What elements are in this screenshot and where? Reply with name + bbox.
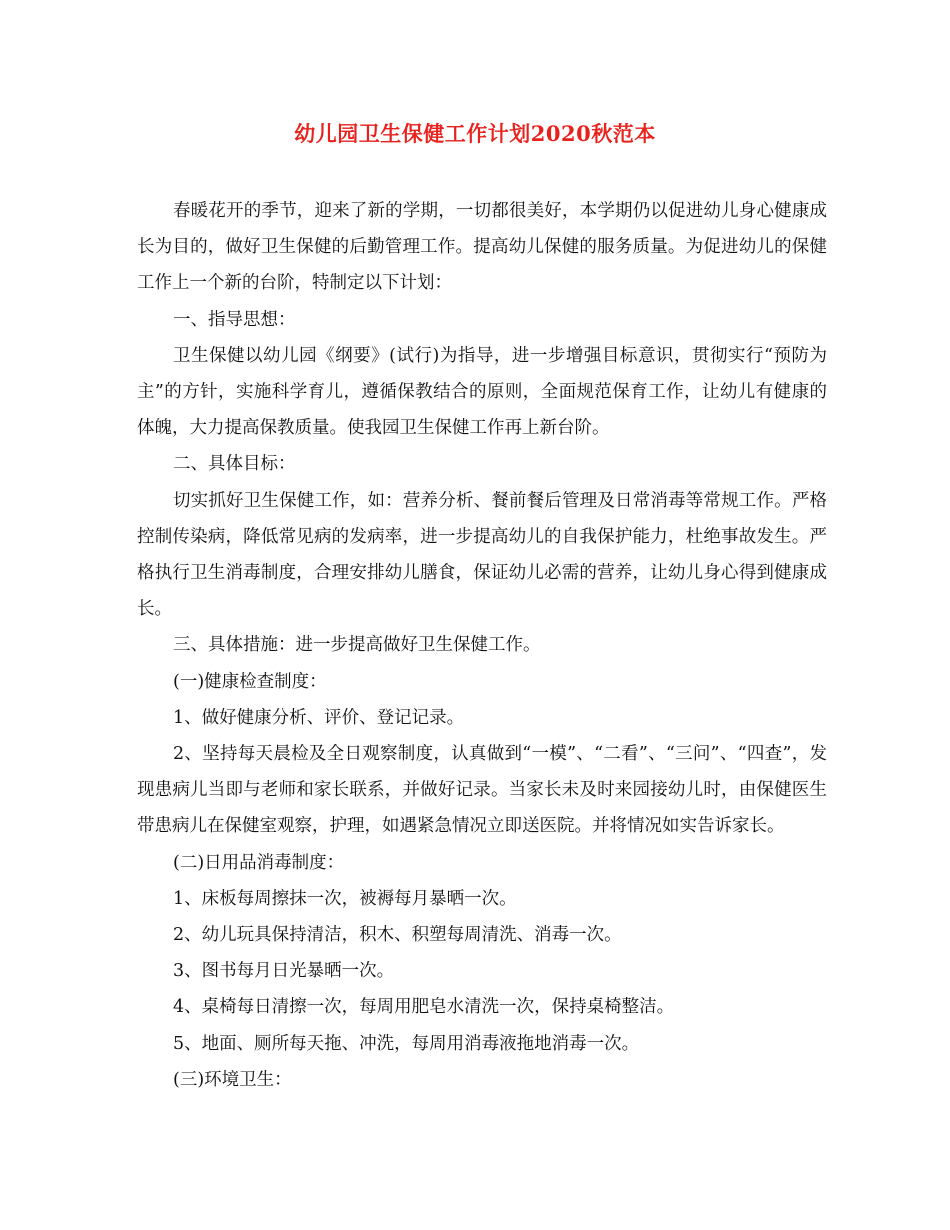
paragraph-intro: 春暖花开的季节，迎来了新的学期，一切都很美好，本学期仍以促进幼儿身心健康成长为目的，做好卫生保健的后勤管理工作。提高幼儿保健的服务质量。为促进幼儿的保健工作上一个新的台阶，特制定以下计划： xyxy=(137,201,827,294)
heading-guiding-ideology: 一、指导思想： xyxy=(173,309,296,330)
document-title: 幼儿园卫生保健工作计划2020秋范本 xyxy=(294,121,656,146)
list-item-disinfection-4: 4、桌椅每日清擦一次，每周用肥皂水清洗一次，保持桌椅整洁。 xyxy=(173,997,675,1018)
list-item-disinfection-5: 5、地面、厕所每天拖、冲洗，每周用消毒液拖地消毒一次。 xyxy=(173,1033,640,1054)
list-item-disinfection-3: 3、图书每月日光暴晒一次。 xyxy=(173,961,395,982)
list-item-health-2: 2、坚持每天晨检及全日观察制度，认真做到“一模”、“二看”、“三问”、“四查”，发现患病儿当即与老师和家长联系，并做好记录。当家长未及时来园接幼儿时，由保健医生带患病儿在保健室观察，护理，如遇紧急情况立即送医院。并将情况如实告诉家长。 xyxy=(137,744,827,837)
paragraph-guiding-ideology: 卫生保健以幼儿园《纲要》(试行)为指导，进一步增强目标意识，贯彻实行“预防为主”的方针，实施科学育儿，遵循保教结合的原则，全面规范保育工作，让幼儿有健康的体魄，大力提高保教质量。使我园卫生保健工作再上新台阶。 xyxy=(137,345,827,439)
document-body xyxy=(137,193,827,1098)
paragraph-specific-goals: 切实抓好卫生保健工作，如：营养分析、餐前餐后管理及日常消毒等常规工作。严格控制传染病，降低常见病的发病率，进一步提高幼儿的自我保护能力，杜绝事故发生。严格执行卫生消毒制度，合理安排幼儿膳食，保证幼儿必需的营养，让幼儿身心得到健康成长。 xyxy=(137,490,827,620)
list-item-health-1: 1、做好健康分析、评价、登记记录。 xyxy=(173,707,465,728)
heading-specific-measures: 三、具体措施：进一步提高做好卫生保健工作。 xyxy=(173,635,541,656)
subheading-health-check: (一)健康检查制度： xyxy=(173,671,327,692)
subheading-disinfection: (二)日用品消毒制度： xyxy=(173,852,345,873)
subheading-environment: (三)环境卫生： xyxy=(173,1069,292,1090)
heading-specific-goals: 二、具体目标： xyxy=(173,454,296,475)
list-item-disinfection-1: 1、床板每周擦抹一次，被褥每月暴晒一次。 xyxy=(173,888,517,909)
list-item-disinfection-2: 2、幼儿玩具保持清洁，积木、积塑每周清洗、消毒一次。 xyxy=(173,925,622,946)
